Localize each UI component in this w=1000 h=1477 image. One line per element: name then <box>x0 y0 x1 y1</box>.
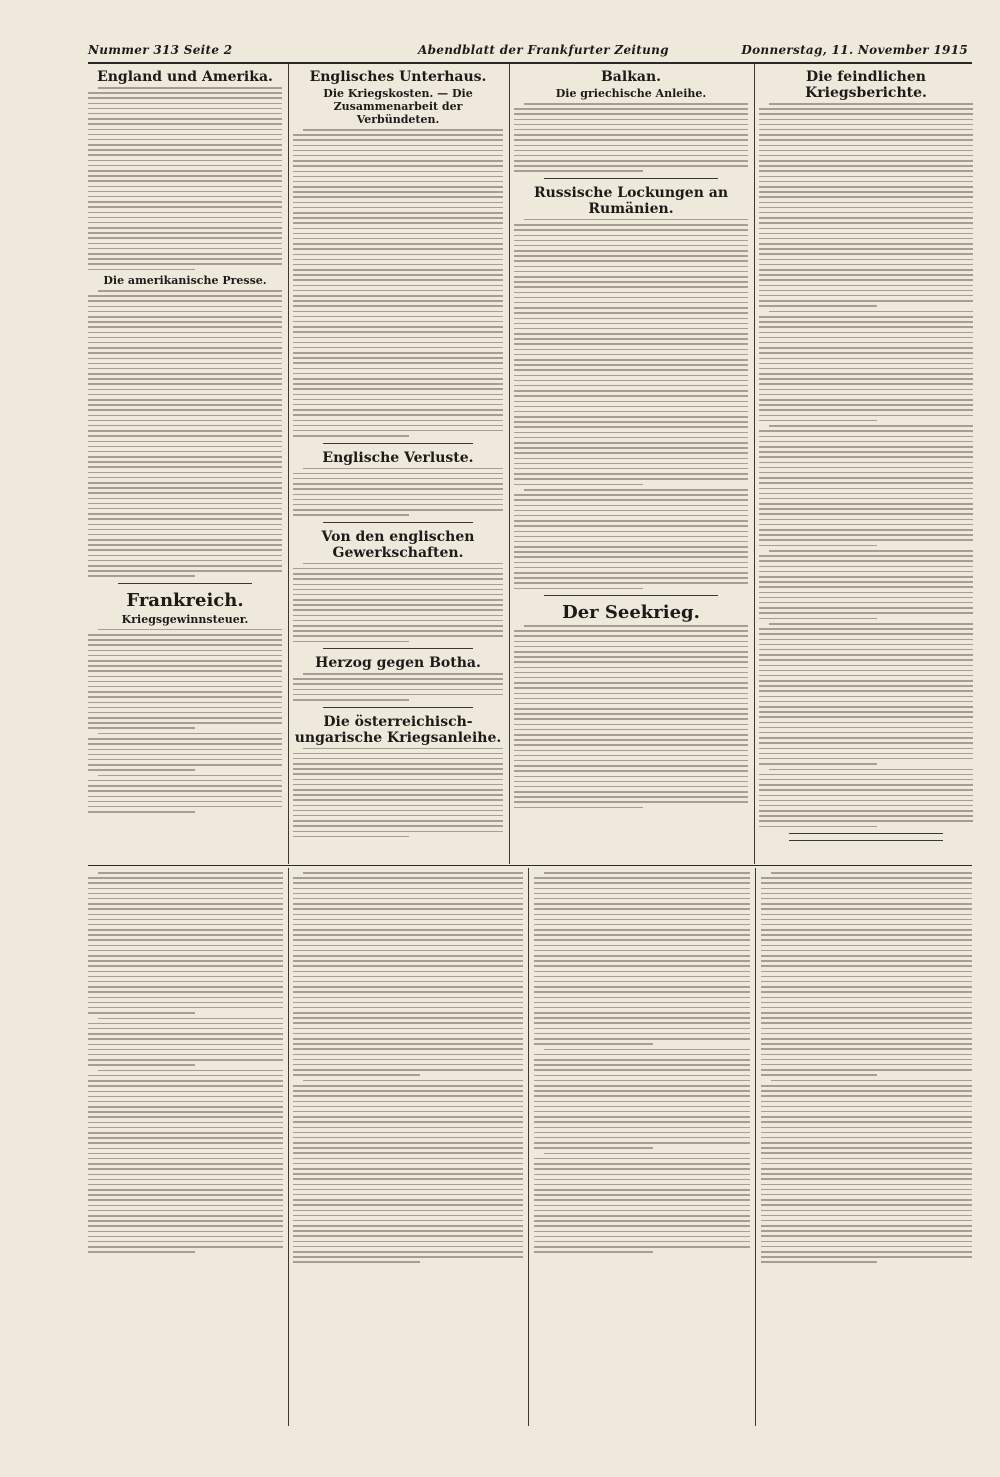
article-headline: Russische Lockungen an Rumänien. <box>533 184 729 217</box>
article-body-text <box>88 1070 283 1253</box>
article-separator <box>789 840 943 841</box>
article-headline: England und Amerika. <box>97 69 273 85</box>
article-body-text <box>293 748 503 838</box>
feuilleton-column-1 <box>88 870 283 1424</box>
article-headline: Von den englischen Gewerkschaften. <box>321 528 475 561</box>
column-rule <box>288 868 289 1426</box>
article-headline: Balkan. <box>600 69 662 85</box>
article-body-text <box>759 769 973 828</box>
article-headline: Der Seekrieg. <box>562 602 700 624</box>
column-rule <box>528 868 529 1426</box>
column-rule <box>754 64 755 864</box>
article-body-text <box>759 311 973 421</box>
column-england-amerika <box>88 66 282 862</box>
article-body-text <box>514 103 748 172</box>
article-subheadline: Kriegsgewinnsteuer. <box>121 612 249 626</box>
article-body-text <box>88 290 282 577</box>
page-header <box>88 43 968 61</box>
article-separator <box>323 443 473 444</box>
feuilleton-column-3 <box>534 870 750 1424</box>
article-headline: Frankreich. <box>126 589 244 611</box>
article-body-text <box>88 872 283 1014</box>
article-body-text <box>759 425 973 546</box>
article-separator <box>544 178 718 179</box>
article-headline: Englisches Unterhaus. <box>309 69 487 85</box>
article-body-text <box>759 103 973 307</box>
article-body-text <box>293 563 503 642</box>
article-headline: Die österreichisch-ungarische Kriegsanleihe. <box>294 713 502 746</box>
article-body-text <box>88 733 282 771</box>
article-body-text <box>293 468 503 516</box>
article-body-text <box>293 872 523 1076</box>
article-body-text <box>293 1080 523 1263</box>
article-body-text <box>88 1018 283 1066</box>
article-separator <box>789 833 943 834</box>
article-body-text <box>534 872 750 1045</box>
article-body-text <box>514 219 748 485</box>
article-subheadline: Die Kriegskosten. — Die Zusammenarbeit der Verbündeten. <box>323 87 473 126</box>
article-body-text <box>761 872 972 1076</box>
article-separator <box>323 522 473 523</box>
article-body-text <box>759 623 973 765</box>
article-separator <box>323 648 473 649</box>
article-separator <box>118 583 252 584</box>
article-headline: Englische Verluste. <box>322 449 474 466</box>
article-subheadline: Die amerikanische Presse. <box>103 274 267 288</box>
article-body-text <box>534 1153 750 1253</box>
feuilleton-column-2 <box>293 870 523 1424</box>
feuilleton-column-4 <box>761 870 972 1424</box>
article-body-text <box>88 87 282 270</box>
article-body-text <box>761 1080 972 1263</box>
article-headline: Herzog gegen Botha. <box>315 655 481 672</box>
article-body-text <box>514 489 748 589</box>
article-body-text <box>534 1049 750 1149</box>
article-body-text <box>88 775 282 813</box>
newspaper-title: Abendblatt der Frankfurter Zeitung <box>418 43 669 57</box>
column-balkan <box>514 66 748 862</box>
article-headline: Die feindlichen Kriegsberichte. <box>805 69 927 101</box>
article-body-text <box>88 629 282 729</box>
column-englisches-unterhaus <box>293 66 503 862</box>
article-subheadline: Die griechische Anleihe. <box>555 87 707 100</box>
article-body-text <box>293 129 503 437</box>
article-body-text <box>514 625 748 808</box>
publication-date: Donnerstag, 11. November 1915 <box>741 43 968 57</box>
column-rule <box>509 64 510 864</box>
header-rule <box>88 62 972 64</box>
article-separator <box>544 595 718 596</box>
feuilleton-divider <box>88 865 972 866</box>
article-body-text <box>759 550 973 619</box>
article-separator <box>323 707 473 708</box>
article-body-text <box>293 673 503 700</box>
issue-and-page-number: Nummer 313 Seite 2 <box>88 43 233 57</box>
column-feindliche-kriegsberichte <box>759 66 973 862</box>
column-rule <box>288 64 289 864</box>
column-rule <box>755 868 756 1426</box>
